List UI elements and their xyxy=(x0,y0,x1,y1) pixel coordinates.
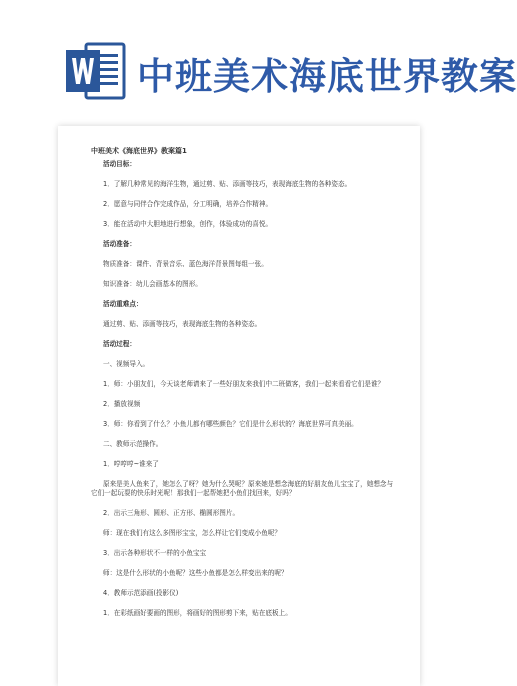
paragraph: 师：现在我们有这么多图形宝宝，怎么样让它们变成小鱼呢？ xyxy=(103,529,282,537)
paragraph: 2．出示三角形、圆形、正方形、椭圆形图片。 xyxy=(103,509,240,517)
paragraph: 2．播放视频 xyxy=(103,400,141,408)
paragraph: 师：这是什么形状的小鱼呢？这些小鱼都是怎么样变出来的呢？ xyxy=(103,569,288,577)
paragraph: 3．师：你看到了什么？小鱼儿都有哪些颜色？它们是什么形状的？海底世界可真美丽。 xyxy=(103,420,358,428)
document-title: 中班美术《海底世界》教案篇1 xyxy=(91,147,187,155)
word-icon xyxy=(64,40,126,102)
paragraph: 原来是美人鱼来了，她怎么了呀？她为什么哭呢？原来她是想念海底的好朋友鱼儿宝宝了，她想念与它们一起玩耍的快乐时光呢！那我们一起帮她把小鱼们找回来，好吗？ xyxy=(91,480,394,497)
paragraph: 1．哼哼哼~谁来了 xyxy=(103,460,159,468)
document-page xyxy=(58,126,420,686)
section-heading-key-points: 活动重难点： xyxy=(103,300,143,308)
banner xyxy=(0,0,517,120)
section-heading-goals: 活动目标： xyxy=(103,160,136,168)
paragraph: 1．师：小朋友们，今天谈老师请来了一些好朋友来我们中二班做客，我们一起来看看它们是谁？ xyxy=(103,380,385,388)
paragraph: 知识准备：幼儿会画基本的图形。 xyxy=(103,280,202,288)
paragraph: 1．了解几种常见的海洋生物，通过剪、贴、添画等技巧，表现海底生物的各种姿态。 xyxy=(103,180,352,188)
document-body xyxy=(91,146,396,618)
paragraph: 物质准备：课件、背景音乐、蓝色海洋背景图每组一张。 xyxy=(103,260,268,268)
paragraph: 二、教师示范操作。 xyxy=(103,440,163,448)
paragraph: 4．教师示范添画(投影仪) xyxy=(103,589,179,597)
paragraph: 1．在彩纸画好要画的图形，将画好的图形剪下来，贴在底板上。 xyxy=(103,609,292,617)
paragraph: 3．能在活动中大胆地进行想象，创作，体验成功的喜悦。 xyxy=(103,220,273,228)
paragraph: 2．愿意与同伴合作完成作品，分工明确，培养合作精神。 xyxy=(103,200,273,208)
paragraph: 一、视频导入。 xyxy=(103,360,150,368)
paragraph: 3．出示各种形状不一样的小鱼宝宝 xyxy=(103,549,207,557)
banner-title: 中班美术海底世界教案 xyxy=(137,55,517,98)
paragraph: 通过剪、贴、添画等技巧，表现海底生物的各种姿态。 xyxy=(103,320,262,328)
section-heading-process: 活动过程： xyxy=(103,340,136,348)
section-heading-preparation: 活动准备： xyxy=(103,240,136,248)
